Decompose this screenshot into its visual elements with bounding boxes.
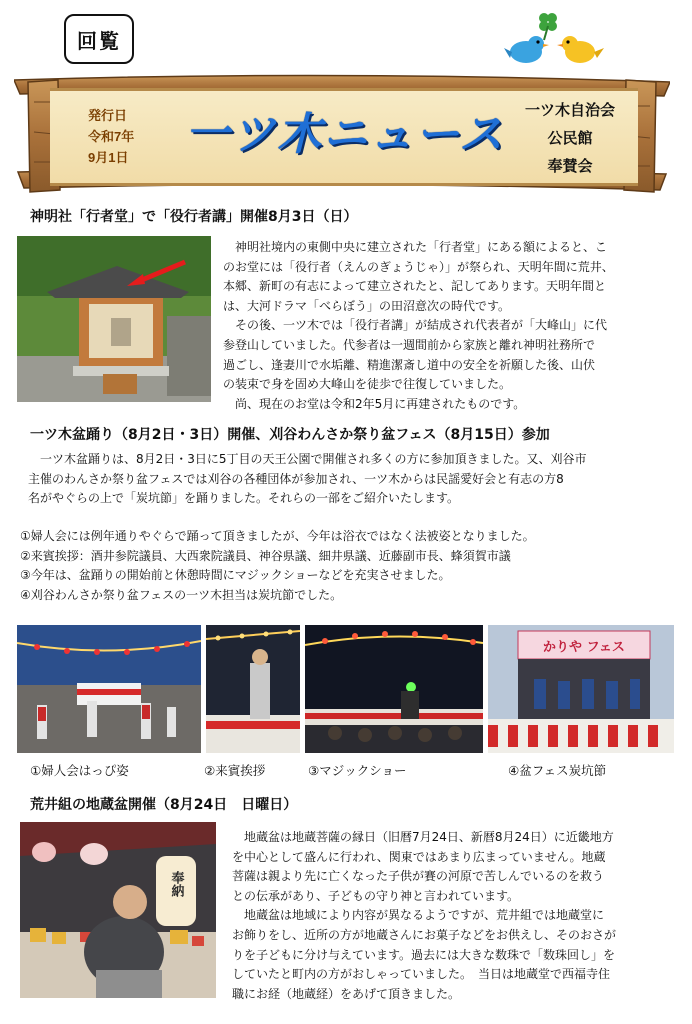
section1-line: のお堂には「役行者（えんのぎょうじゃ）」が祭られ、天明年間に荒井、: [223, 259, 614, 274]
masthead-title: 一ツ木ニュース: [185, 109, 505, 160]
section3-line: との伝承があり、子どもの守り神と言われています。: [232, 888, 520, 903]
publisher-block: [508, 96, 632, 180]
section1-line: 本郷、新町の有志によって建立されたと、記してあります。天明年間と: [223, 279, 607, 294]
section1-line: その後、一ツ木では「役行者講」が結成され代表者が「大峰山」に代: [223, 318, 608, 333]
section1-line: 神明社境内の東側中央に建立された「行者堂」にある額によると、こ: [223, 240, 608, 254]
list-item: ④刈谷わんさか祭り盆フェスの一ツ木担当は炭坑節でした。: [20, 587, 343, 602]
section2-line: 一ツ木盆踊りは、8月2日・3日に5丁目の天王公園で開催され多くの方に参加頂きました。又、刈谷市: [28, 452, 587, 466]
photo-caption-3: ③マジックショー: [308, 763, 407, 778]
photo-caption-4: ④盆フェス炭坑節: [508, 763, 607, 778]
section2-line: 主催のわんさか祭り盆フェスでは刈谷の各種団体が参加され、一ツ木からは民謡愛好会と有志の方8: [28, 471, 564, 486]
section1-line: は、大河ドラマ「べらぼう」の田沼意次の時代です。: [223, 298, 511, 313]
issue-date-block: [88, 105, 134, 168]
fes-banner-text: かりや フェス: [543, 640, 625, 655]
blue-bird-icon: [504, 36, 549, 63]
section1-line: 参登山していました。代参者は一週間前から家族と離れ神明社務所で: [223, 337, 596, 352]
publisher-line-1: 一ツ木自治会: [524, 101, 615, 119]
guest-greeting-photo: [206, 625, 300, 753]
section3-heading: 荒井組の地蔵盆開催（8月24日 日曜日）: [30, 797, 298, 813]
section1-line: の装束で身を固め大峰山を徒歩で往復していました。: [223, 377, 512, 392]
womens-group-happi-photo: [17, 625, 201, 753]
birds-clover-illustration: [500, 8, 610, 70]
section1-line: 過ごし、逢妻川で水垢離、精進潔斎し道中の安全を祈願した後、山伏: [223, 357, 596, 372]
section3-line: していたと町内の方がおしゃっていました。 当日は地蔵堂で西福寺住: [232, 967, 611, 982]
section3-line: 職にお経（地蔵経）をあげて頂きました。: [232, 986, 461, 1001]
publisher-line-3: 奉賛会: [547, 157, 593, 175]
section3-line: 地蔵盆は地蔵菩薩の縁日（旧暦7月24日、新暦8月24日）に近畿地方: [232, 830, 614, 844]
clover-icon: [539, 13, 557, 40]
circulation-stamp: 回覧: [64, 14, 134, 64]
section3-line: 菩薩は親より先に亡くなった子供が賽の河原で苦しんでいるのを救う: [232, 869, 605, 884]
section2-intro: [28, 450, 587, 509]
photo-caption-1: ①婦人会はっぴ姿: [30, 763, 129, 778]
list-item: ①婦人会には例年通りやぐらで踊って頂きましたが、今年は浴衣ではなく法被姿となりました。: [20, 529, 535, 543]
magic-show-photo: [305, 625, 483, 753]
publisher-line-2: 公民館: [547, 129, 593, 147]
issue-date: 9月1日: [88, 150, 129, 165]
gyojado-shrine-photo: [17, 236, 211, 402]
issue-label: 発行日: [88, 108, 128, 123]
section1-body: [223, 238, 614, 414]
section3-line: りを子どもに分け与えています。過去には大きな数珠で「数珠回し」を: [232, 947, 616, 962]
bon-fest-tankobushi-photo: [488, 625, 674, 753]
section2-line: 名がやぐらの上で「炭坑節」を踊りました。それらの一部をご紹介いたします。: [28, 491, 460, 506]
section2-heading: 一ツ木盆踊り（8月2日・3日）開催、刈谷わんさか祭り盆フェス（8月15日）参加: [30, 427, 550, 443]
section3-body: [232, 828, 616, 1004]
section1-heading: 神明社「行者堂」で「役行者講」開催8月3日（日）: [30, 209, 358, 225]
yellow-bird-icon: [557, 36, 604, 63]
lantern-text: 奉納: [168, 871, 184, 897]
jizo-bon-photo: [20, 822, 216, 998]
section3-line: お飾りをし、近所の方が地蔵さんにお菓子などをお供えし、そのおさが: [232, 927, 617, 942]
section2-list: [20, 527, 535, 605]
photo-caption-2: ②来賓挨拶: [204, 763, 266, 778]
list-item: ③今年は、盆踊りの開始前と休憩時間にマジックショーなどを充実させました。: [20, 568, 451, 583]
issue-era-year: 令和7年: [88, 129, 135, 144]
section1-line: 尚、現在のお堂は令和2年5月に再建されたものです。: [223, 396, 526, 411]
section3-line: 地蔵盆は地域により内容が異なるようですが、荒井組では地蔵堂に: [232, 908, 605, 923]
list-item: ②来賓挨拶：酒井参院議員、大西衆院議員、神谷県議、細井県議、近藤副市長、蜂須賀市議: [20, 548, 511, 563]
section3-line: を中心として盛んに行われ、関東ではあまり広まっていません。地蔵: [232, 849, 606, 864]
